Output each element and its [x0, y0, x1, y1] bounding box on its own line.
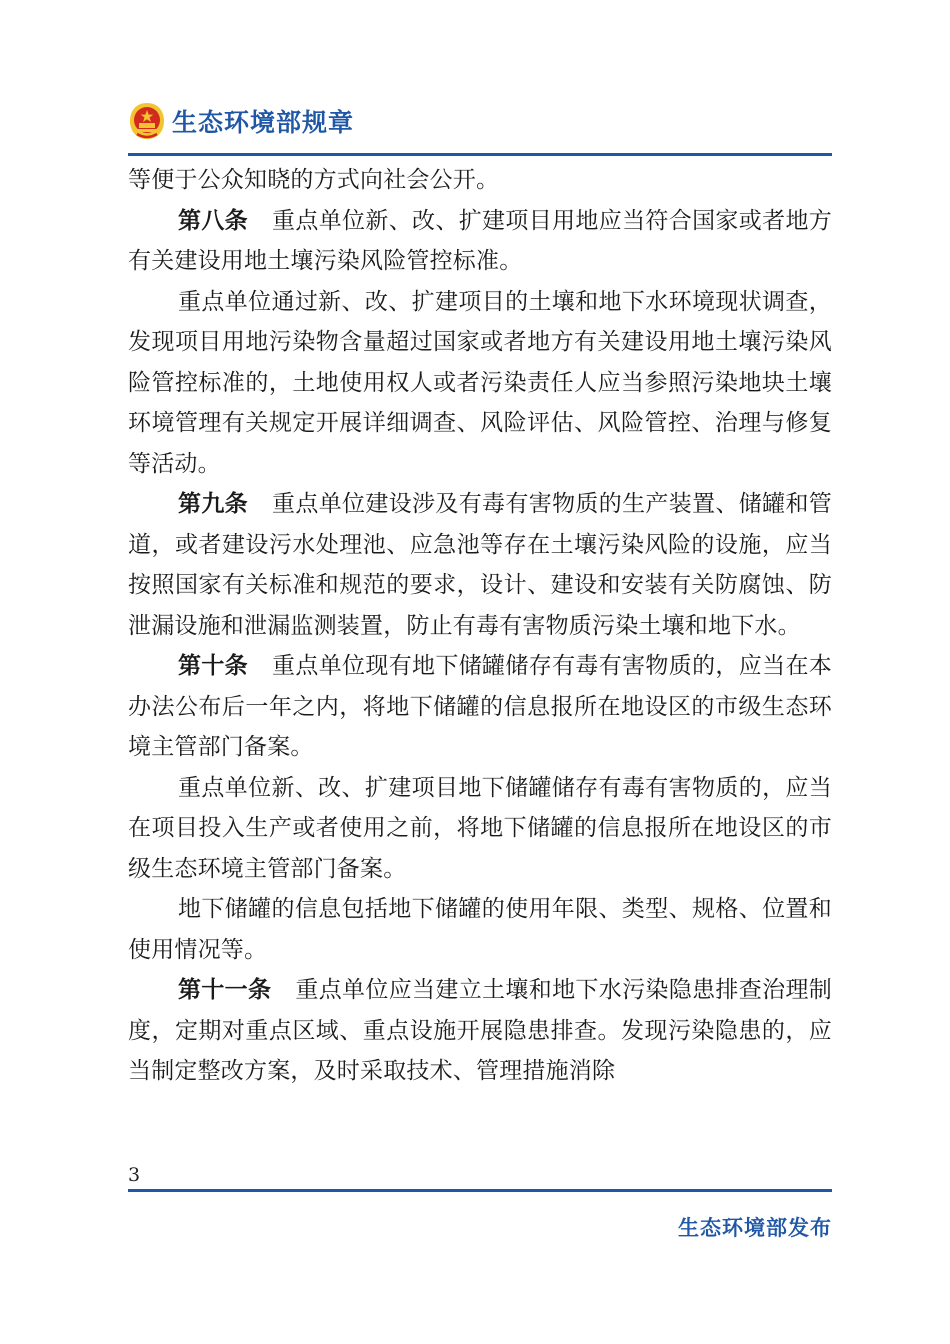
- paragraph: [128, 282, 832, 485]
- footer-publisher: 生态环境部发布: [678, 1216, 832, 1240]
- national-emblem-icon: [128, 101, 166, 141]
- header-divider: [128, 153, 832, 156]
- paragraph-text: 重点单位通过新、改、扩建项目的土壤和地下水环境现状调查，发现项目用地污染物含量超过国家或者地方有关建设用地土壤污染风险管控标准的，土地使用权人或者污染责任人应当参照污染地块土壤环境管理有关规定开展详细调查、风险评估、风险管控、治理与修复等活动。: [128, 288, 832, 477]
- paragraph-text: 重点单位应当建立土壤和地下水污染隐患排查治理制度，定期对重点区域、重点设施开展隐患排查。发现污染隐患的，应当制定整改方案，及时采取技术、管理措施消除: [128, 977, 832, 1084]
- article-heading: 第八条: [178, 207, 249, 234]
- paragraph: [128, 160, 832, 201]
- page-number: 3: [128, 1164, 141, 1186]
- document-body: [128, 160, 832, 1092]
- article-11: [128, 970, 832, 1092]
- paragraph: [128, 889, 832, 970]
- article-9: [128, 484, 832, 646]
- article-10: [128, 646, 832, 768]
- article-heading: 第十一条: [178, 977, 272, 1003]
- header-title: 生态环境部规章: [172, 108, 355, 137]
- paragraph-text: 地下储罐的信息包括地下储罐的使用年限、类型、规格、位置和使用情况等。: [128, 896, 832, 963]
- paragraph-text: 重点单位新、改、扩建项目地下储罐储存有毒有害物质的，应当在项目投入生产或者使用之前，将地下储罐的信息报所在地设区的市级生态环境主管部门备案。: [128, 774, 832, 882]
- paragraph-text: 重点单位现有地下储罐储存有毒有害物质的，应当在本办法公布后一年之内，将地下储罐的信息报所在地设区的市级生态环境主管部门备案。: [128, 653, 832, 760]
- paragraph: [128, 768, 832, 890]
- paragraph-text: 重点单位新、改、扩建项目用地应当符合国家或者地方有关建设用地土壤污染风险管控标准。: [128, 207, 832, 274]
- footer-divider: [128, 1189, 832, 1192]
- article-heading: 第九条: [178, 491, 249, 517]
- paragraph-text: 重点单位建设涉及有毒有害物质的生产装置、储罐和管道，或者建设污水处理池、应急池等存在土壤污染风险的设施，应当按照国家有关标准和规范的要求，设计、建设和安装有关防腐蚀、防泄漏设施和泄漏监测装置，防止有毒有害物质污染土壤和地下水。: [128, 491, 832, 639]
- page-header: [128, 98, 354, 144]
- paragraph-text: 等便于公众知晓的方式向社会公开。: [128, 167, 500, 193]
- article-8: [128, 201, 832, 282]
- article-heading: 第十条: [178, 653, 249, 679]
